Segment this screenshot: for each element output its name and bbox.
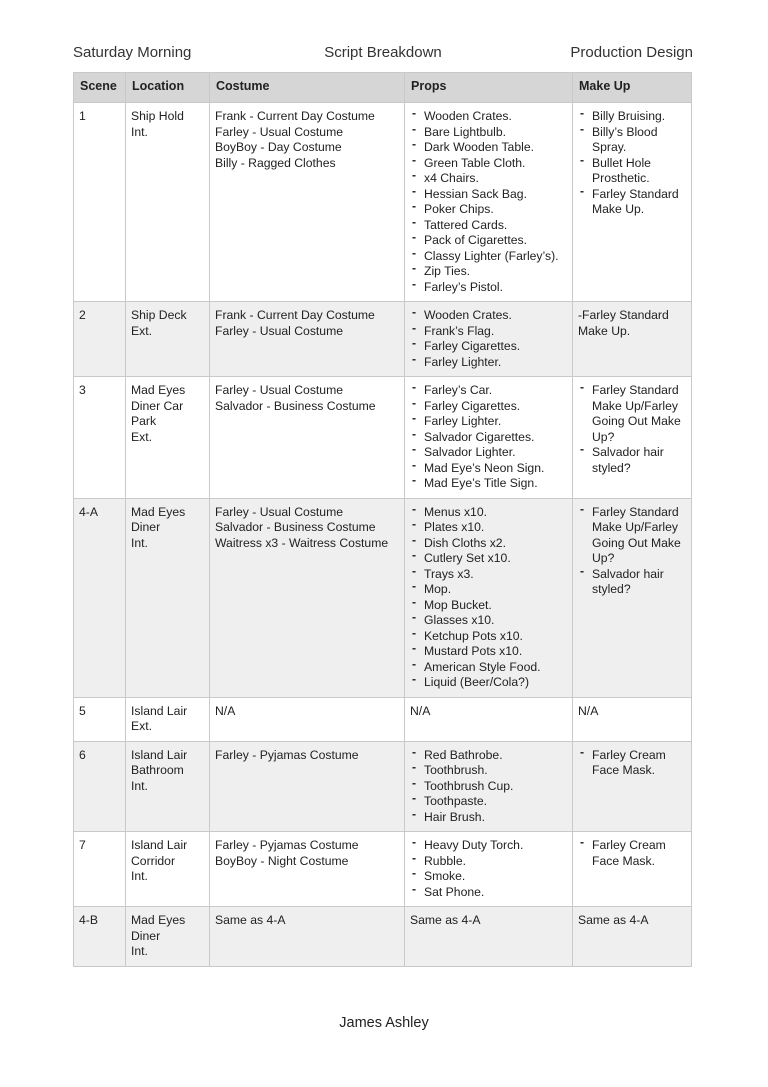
location-line: Ext.	[131, 323, 152, 338]
prop-item: - Wooden Crates.	[410, 109, 567, 125]
location-line: Diner Car	[131, 398, 184, 413]
makeup-list	[578, 109, 686, 218]
prop-item: - Bare Lightbulb.	[410, 125, 567, 141]
costume-line: Salvador - Business Costume	[215, 520, 376, 534]
location-line: Mad Eyes	[131, 913, 186, 927]
location-cell	[126, 907, 210, 967]
makeup-text: Same as 4-A	[578, 913, 649, 927]
costume-line: Billy - Ragged Clothes	[215, 155, 336, 170]
prop-item: - Mop Bucket.	[410, 598, 567, 614]
location-cell	[126, 302, 210, 377]
costume-line: Farley - Usual Costume	[215, 383, 344, 397]
table-row	[74, 741, 692, 832]
prop-item: - Mustard Pots x10.	[410, 644, 567, 660]
location-cell	[126, 741, 210, 832]
prop-item: - Ketchup Pots x10.	[410, 629, 567, 645]
prop-item: - Heavy Duty Torch.	[410, 838, 567, 854]
makeup-cell	[573, 302, 692, 377]
location-line: Ship Deck	[131, 308, 187, 322]
costume-cell	[210, 302, 405, 377]
makeup-cell	[573, 498, 692, 697]
location-line: Park	[131, 414, 157, 428]
makeup-cell	[573, 907, 692, 967]
makeup-item: - Farley Standard Make Up.	[578, 187, 686, 218]
prop-item: - Glasses x10.	[410, 613, 567, 629]
makeup-item: - Salvador hair styled?	[578, 445, 686, 476]
costume-cell	[210, 377, 405, 499]
prop-item: - Plates x10.	[410, 520, 567, 536]
props-cell	[405, 103, 573, 302]
costume-cell	[210, 498, 405, 697]
prop-item: - Classy Lighter (Farley’s).	[410, 249, 567, 265]
scene-cell: 2	[74, 302, 126, 377]
makeup-text: N/A	[578, 703, 599, 718]
location-cell	[126, 377, 210, 499]
props-cell	[405, 498, 573, 697]
prop-item: - Dark Wooden Table.	[410, 140, 567, 156]
location-line: Island Lair	[131, 838, 188, 852]
location-line: Corridor	[131, 853, 176, 868]
column-header-scene: Scene	[74, 73, 126, 103]
location-line: Int.	[131, 869, 148, 883]
table-row	[74, 832, 692, 907]
scene-cell: 7	[74, 832, 126, 907]
prop-item: - Farley’s Pistol.	[410, 280, 567, 296]
props-list	[410, 505, 567, 691]
scene-cell: 5	[74, 697, 126, 741]
prop-item: - Mad Eye’s Title Sign.	[410, 476, 567, 492]
prop-item: - Mop.	[410, 582, 567, 598]
costume-line: Waitress x3 - Waitress Costume	[215, 535, 389, 550]
props-list	[410, 748, 567, 826]
location-line: Int.	[131, 944, 148, 958]
costume-line: Frank - Current Day Costume	[215, 109, 375, 123]
props-cell	[405, 832, 573, 907]
location-line: Ship Hold	[131, 109, 184, 123]
column-header-props: Props	[405, 73, 573, 103]
costume-line: Farley - Usual Costume	[215, 323, 344, 338]
props-cell	[405, 697, 573, 741]
makeup-cell	[573, 832, 692, 907]
costume-line: Farley - Usual Costume	[215, 504, 344, 519]
makeup-text: -Farley Standard Make Up.	[578, 308, 669, 338]
prop-item: - Frank’s Flag.	[410, 324, 567, 340]
prop-item: - Sat Phone.	[410, 885, 567, 901]
location-line: Mad Eyes	[131, 504, 186, 519]
column-header-location: Location	[126, 73, 210, 103]
costume-cell	[210, 832, 405, 907]
page-footer-author: James Ashley	[339, 1015, 429, 1031]
props-cell	[405, 741, 573, 832]
makeup-cell	[573, 741, 692, 832]
costume-line: BoyBoy - Day Costume	[215, 140, 342, 154]
prop-item: - Farley Lighter.	[410, 414, 567, 430]
prop-item: - Toothbrush Cup.	[410, 779, 567, 795]
makeup-list	[578, 505, 686, 598]
prop-item: - Farley’s Car.	[410, 383, 567, 399]
costume-cell	[210, 741, 405, 832]
location-line: Mad Eyes	[131, 383, 186, 397]
costume-cell	[210, 697, 405, 741]
location-line: Int.	[131, 124, 148, 139]
table-header-row	[74, 73, 692, 103]
scene-cell: 6	[74, 741, 126, 832]
costume-cell	[210, 103, 405, 302]
props-list	[410, 838, 567, 900]
costume-line: BoyBoy - Night Costume	[215, 853, 349, 868]
prop-item: - Farley Cigarettes.	[410, 339, 567, 355]
costume-line: Salvador - Business Costume	[215, 398, 376, 413]
table-row	[74, 907, 692, 967]
makeup-list	[578, 383, 686, 476]
prop-item: - Salvador Cigarettes.	[410, 430, 567, 446]
makeup-cell	[573, 103, 692, 302]
costume-cell	[210, 907, 405, 967]
prop-item: - Mad Eye’s Neon Sign.	[410, 461, 567, 477]
makeup-cell	[573, 697, 692, 741]
makeup-item: - Bullet Hole Prosthetic.	[578, 156, 686, 187]
header-left-title: Saturday Morning	[73, 44, 192, 61]
prop-item: - Hair Brush.	[410, 810, 567, 826]
table-row	[74, 498, 692, 697]
makeup-cell	[573, 377, 692, 499]
scene-cell: 3	[74, 377, 126, 499]
makeup-list	[578, 838, 686, 869]
prop-item: - Tattered Cards.	[410, 218, 567, 234]
makeup-item: - Farley Standard Make Up/Farley Going Out Make Up?	[578, 505, 686, 567]
table-row	[74, 302, 692, 377]
location-line: Diner	[131, 928, 161, 943]
costume-line: Farley - Pyjamas Costume	[215, 838, 359, 852]
props-cell	[405, 377, 573, 499]
props-cell	[405, 302, 573, 377]
makeup-item: - Farley Cream Face Mask.	[578, 838, 686, 869]
prop-item: - Liquid (Beer/Cola?)	[410, 675, 567, 691]
makeup-item: - Farley Standard Make Up/Farley Going Out Make Up?	[578, 383, 686, 445]
makeup-item: - Billy Bruising.	[578, 109, 686, 125]
page-header	[73, 44, 693, 66]
location-cell	[126, 697, 210, 741]
location-line: Bathroom	[131, 763, 184, 777]
prop-item: - Red Bathrobe.	[410, 748, 567, 764]
prop-item: - Trays x3.	[410, 567, 567, 583]
table-row	[74, 697, 692, 741]
makeup-item: - Farley Cream Face Mask.	[578, 748, 686, 779]
prop-item: - Rubble.	[410, 854, 567, 870]
location-line: Int.	[131, 778, 148, 793]
prop-item: - Toothpaste.	[410, 794, 567, 810]
scene-cell: 4-B	[74, 907, 126, 967]
location-line: Ext.	[131, 719, 152, 733]
prop-item: - Menus x10.	[410, 505, 567, 521]
makeup-list	[578, 748, 686, 779]
prop-item: - Poker Chips.	[410, 202, 567, 218]
prop-item: - American Style Food.	[410, 660, 567, 676]
prop-item: - Wooden Crates.	[410, 308, 567, 324]
header-center-title: Script Breakdown	[324, 44, 442, 61]
props-list	[410, 383, 567, 492]
location-line: Island Lair	[131, 747, 188, 762]
script-breakdown-table	[73, 72, 692, 967]
prop-item: - Hessian Sack Bag.	[410, 187, 567, 203]
column-header-makeup: Make Up	[573, 73, 692, 103]
costume-text: N/A	[215, 703, 236, 718]
prop-item: - Pack of Cigarettes.	[410, 233, 567, 249]
costume-line: Frank - Current Day Costume	[215, 308, 375, 322]
prop-item: - Zip Ties.	[410, 264, 567, 280]
props-list	[410, 109, 567, 295]
location-cell	[126, 832, 210, 907]
location-line: Island Lair	[131, 703, 188, 718]
prop-item: - Salvador Lighter.	[410, 445, 567, 461]
costume-line: Farley - Pyjamas Costume	[215, 747, 359, 762]
props-list	[410, 308, 567, 370]
costume-text: Same as 4-A	[215, 913, 286, 927]
prop-item: - Smoke.	[410, 869, 567, 885]
prop-item: - Cutlery Set x10.	[410, 551, 567, 567]
props-text: Same as 4-A	[410, 913, 481, 927]
prop-item: - Farley Lighter.	[410, 355, 567, 371]
location-cell	[126, 498, 210, 697]
props-cell	[405, 907, 573, 967]
makeup-item: - Salvador hair styled?	[578, 567, 686, 598]
location-cell	[126, 103, 210, 302]
table-row	[74, 377, 692, 499]
prop-item: - Green Table Cloth.	[410, 156, 567, 172]
location-line: Ext.	[131, 429, 152, 444]
costume-line: Farley - Usual Costume	[215, 124, 344, 139]
props-text: N/A	[410, 703, 431, 718]
header-right-title: Production Design	[570, 44, 693, 61]
prop-item: - Toothbrush.	[410, 763, 567, 779]
scene-cell: 4-A	[74, 498, 126, 697]
column-header-costume: Costume	[210, 73, 405, 103]
makeup-item: - Billy’s Blood Spray.	[578, 125, 686, 156]
table-row	[74, 103, 692, 302]
prop-item: - Dish Cloths x2.	[410, 536, 567, 552]
location-line: Diner	[131, 520, 161, 534]
location-line: Int.	[131, 535, 148, 550]
scene-cell: 1	[74, 103, 126, 302]
prop-item: - x4 Chairs.	[410, 171, 567, 187]
prop-item: - Farley Cigarettes.	[410, 399, 567, 415]
